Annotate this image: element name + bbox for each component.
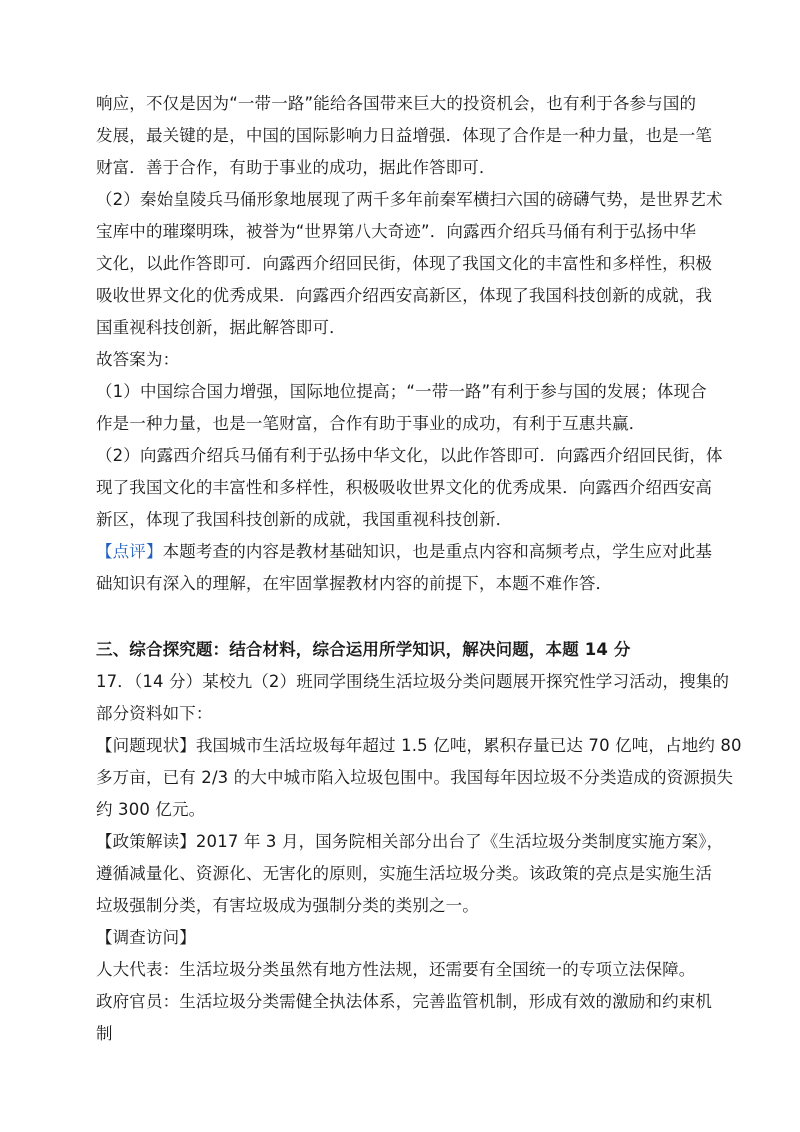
analysis-line: 宝库中的璀璨明珠，被誉为“世界第八大奇迹”．向露西介绍兵马俑有利于弘扬中华 <box>96 222 697 241</box>
answer-line: （1）中国综合国力增强，国际地位提高；“一带一路”有利于参与国的发展；体现合 <box>96 382 707 401</box>
survey-label: 【调查访问】 <box>96 928 196 947</box>
survey-line: 政府官员：生活垃圾分类需健全执法体系，完善监管机制，形成有效的激励和约束机 <box>96 992 713 1011</box>
analysis-block <box>96 88 723 344</box>
comment-line <box>96 536 716 568</box>
document-page <box>96 88 742 1050</box>
status-line: 多万亩，已有 2/3 的大中城市陷入垃圾包围中。我国每年因垃圾不分类造成的资源损失 <box>96 768 734 787</box>
section-spacer <box>96 600 716 634</box>
policy-line: 垃圾强制分类，有害垃圾成为强制分类的类别之一。 <box>96 896 479 915</box>
comment-line: 础知识有深入的理解，在牢固掌握教材内容的前提下，本题不难作答． <box>96 574 613 593</box>
comment-tag: 【点评】 <box>96 542 163 561</box>
policy-line: 【政策解读】2017 年 3 月，国务院相关部分出台了《生活垃圾分类制度实施方案》， <box>96 832 724 851</box>
policy-line: 遵循减量化、资源化、无害化的原则，实施生活垃圾分类。该政策的亮点是实施生活 <box>96 864 713 883</box>
analysis-line: 响应，不仅是因为“一带一路”能给各国带来巨大的投资机会，也有利于各参与国的 <box>96 94 697 113</box>
comment-text: 本题考查的内容是教材基础知识，也是重点内容和高频考点，学生应对此基 <box>162 542 713 561</box>
analysis-line: 文化，以此作答即可．向露西介绍回民街，体现了我国文化的丰富性和多样性，积极 <box>96 254 713 273</box>
survey-line: 制 <box>96 1024 113 1043</box>
section-three <box>96 634 742 1050</box>
status-line: 【问题现状】我国城市生活垃圾每年超过 1.5 亿吨，累积存量已达 70 亿吨，占地约 80 <box>96 736 742 755</box>
question-line: 部分资料如下： <box>96 704 213 723</box>
answer-line: 新区，体现了我国科技创新的成就，我国重视科技创新． <box>96 510 513 529</box>
answer-line: 现了我国文化的丰富性和多样性，积极吸收世界文化的优秀成果．向露西介绍西安高 <box>96 478 713 497</box>
question-line: 17．（14 分）某校九（2）班同学围绕生活垃圾分类问题展开探究性学习活动，搜集的 <box>96 672 730 691</box>
analysis-line: 发展，最关键的是，中国的国际影响力日益增强．体现了合作是一种力量，也是一笔 <box>96 126 713 145</box>
survey-line: 人大代表：生活垃圾分类虽然有地方性法规，还需要有全国统一的专项立法保障。 <box>96 960 696 979</box>
section-heading: 三、综合探究题：结合材料，综合运用所学知识，解决问题，本题 14 分 <box>96 640 631 659</box>
answer-label: 故答案为： <box>96 350 180 369</box>
analysis-line: （2）秦始皇陵兵马俑形象地展现了两千多年前秦军横扫六国的磅礴气势，是世界艺术 <box>96 190 723 209</box>
answer-line: （2）向露西介绍兵马俑有利于弘扬中华文化，以此作答即可．向露西介绍回民街，体 <box>96 446 723 465</box>
analysis-line: 国重视科技创新，据此解答即可． <box>96 318 346 337</box>
analysis-line: 吸收世界文化的优秀成果．向露西介绍西安高新区，体现了我国科技创新的成就，我 <box>96 286 713 305</box>
answer-line: 作是一种力量，也是一笔财富，合作有助于事业的成功，有利于互惠共赢． <box>96 414 646 433</box>
answer-block <box>96 344 723 536</box>
comment-block <box>96 536 716 600</box>
status-line: 约 300 亿元。 <box>96 800 206 819</box>
analysis-line: 财富．善于合作，有助于事业的成功，据此作答即可． <box>96 158 496 177</box>
